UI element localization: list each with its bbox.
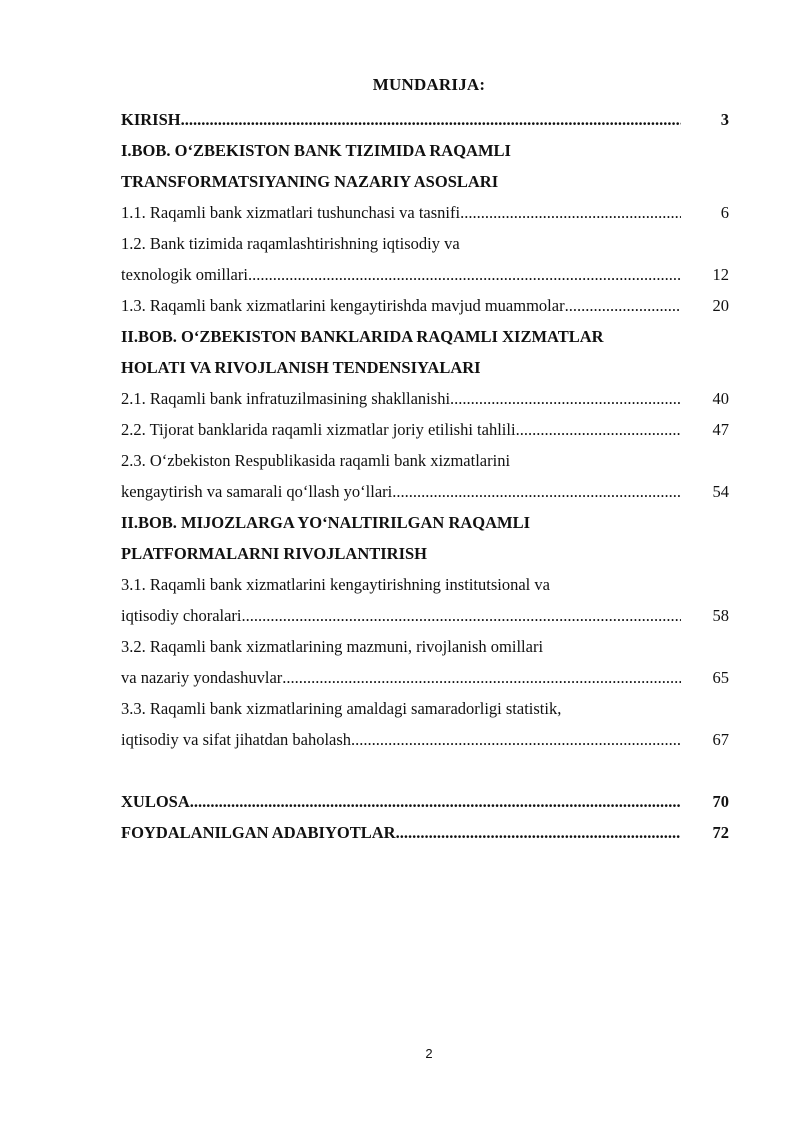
- dot-leader: [190, 786, 681, 817]
- toc-entry-label: 2.2. Tijorat banklarida raqamli xizmatlar joriy etilishi tahlili: [121, 420, 516, 439]
- toc-entry-page: 65: [712, 668, 729, 687]
- toc-entry-label: 2.1. Raqamli bank infratuzilmasining shakllanishi: [121, 389, 451, 408]
- toc-entry-label: FOYDALANILGAN ADABIYOTLAR: [121, 823, 396, 842]
- dot-leader: [248, 259, 681, 290]
- toc-entry-label: iqtisodiy va sifat jihatdan baholash: [121, 730, 352, 749]
- chapter-heading-3-cont: PLATFORMALARNI RIVOJLANTIRISH: [121, 544, 428, 563]
- toc-entry-3-3[interactable]: [121, 724, 731, 755]
- toc-entry-page: 54: [712, 482, 729, 501]
- toc-entry-page: 3: [720, 110, 729, 129]
- toc-entry-page: 20: [712, 296, 729, 315]
- toc-entry-2-3[interactable]: [121, 476, 731, 507]
- toc-entry-1-3[interactable]: [121, 290, 731, 321]
- toc-entry-page: 12: [712, 265, 729, 284]
- toc-entry-intro[interactable]: [121, 104, 731, 135]
- toc-entry-label: 1.3. Raqamli bank xizmatlarini kengaytirishda mavjud muammolar: [121, 296, 565, 315]
- chapter-heading-1-cont: TRANSFORMATSIYANING NAZARIY ASOSLARI: [121, 172, 499, 191]
- table-of-contents: [121, 104, 731, 848]
- toc-entry-conclusion[interactable]: [121, 786, 731, 817]
- dot-leader: [460, 197, 681, 228]
- dot-leader: [565, 290, 681, 321]
- toc-entry-page: 70: [712, 792, 729, 811]
- dot-leader: [351, 724, 681, 755]
- toc-entry-label: kengaytirish va samarali qo‘llash yo‘llari: [121, 482, 393, 501]
- page-number: 2: [425, 1046, 433, 1061]
- chapter-heading-3: II.BOB. MIJOZLARGA YO‘NALTIRILGAN RAQAMLI: [121, 513, 531, 532]
- toc-title: MUNDARIJA:: [372, 75, 486, 94]
- toc-entry-1-2-line1: 1.2. Bank tizimida raqamlashtirishning iqtisodiy va: [121, 234, 460, 253]
- dot-leader: [392, 476, 681, 507]
- toc-entry-2-1[interactable]: [121, 383, 731, 414]
- toc-entry-3-1[interactable]: [121, 600, 731, 631]
- dot-leader: [282, 662, 681, 693]
- toc-entry-3-2[interactable]: [121, 662, 731, 693]
- toc-entry-page: 58: [712, 606, 729, 625]
- toc-entry-references[interactable]: [121, 817, 731, 848]
- dot-leader: [450, 383, 681, 414]
- toc-entry-page: 40: [712, 389, 729, 408]
- dot-leader: [242, 600, 681, 631]
- toc-entry-label: XULOSA: [121, 792, 190, 811]
- toc-entry-label: iqtisodiy choralari: [121, 606, 242, 625]
- toc-entry-page: 67: [712, 730, 729, 749]
- toc-entry-3-3-line1: 3.3. Raqamli bank xizmatlarining amaldagi samaradorligi statistik,: [121, 699, 562, 718]
- chapter-heading-2-cont: HOLATI VA RIVOJLANISH TENDENSIYALARI: [121, 358, 481, 377]
- toc-entry-3-1-line1: 3.1. Raqamli bank xizmatlarini kengaytirishning institutsional va: [121, 575, 550, 594]
- toc-entry-label: 1.1. Raqamli bank xizmatlari tushunchasi va tasnifi: [121, 203, 461, 222]
- toc-entry-label: va nazariy yondashuvlar: [121, 668, 283, 687]
- toc-entry-1-1[interactable]: [121, 197, 731, 228]
- toc-entry-label: texnologik omillari: [121, 265, 248, 284]
- toc-entry-2-2[interactable]: [121, 414, 731, 445]
- dot-leader: [181, 104, 681, 135]
- dot-leader: [396, 817, 681, 848]
- toc-entry-3-2-line1: 3.2. Raqamli bank xizmatlarining mazmuni, rivojlanish omillari: [121, 637, 544, 656]
- toc-entry-2-3-line1: 2.3. O‘zbekiston Respublikasida raqamli bank xizmatlarini: [121, 451, 511, 470]
- toc-entry-label: KIRISH: [121, 110, 181, 129]
- toc-entry-page: 6: [720, 203, 729, 222]
- toc-entry-page: 72: [712, 823, 729, 842]
- toc-entry-1-2[interactable]: [121, 259, 731, 290]
- dot-leader: [516, 414, 681, 445]
- chapter-heading-1: I.BOB. O‘ZBEKISTON BANK TIZIMIDA RAQAMLI: [121, 141, 511, 160]
- chapter-heading-2: II.BOB. O‘ZBEKISTON BANKLARIDA RAQAMLI XIZMATLAR: [121, 327, 604, 346]
- toc-entry-page: 47: [712, 420, 729, 439]
